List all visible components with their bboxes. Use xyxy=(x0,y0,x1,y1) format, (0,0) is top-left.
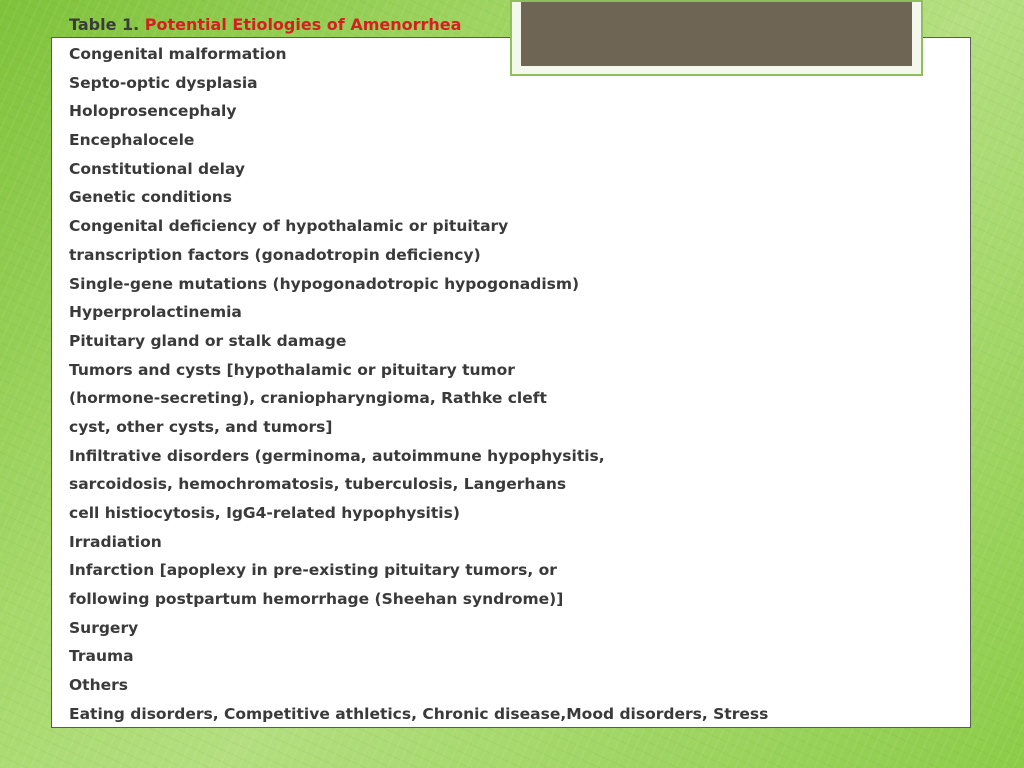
list-line: cyst, other cysts, and tumors] xyxy=(69,417,333,436)
list-line: Others xyxy=(69,676,129,695)
table-number: Table 1. xyxy=(69,15,140,34)
list-line: Hyperprolactinemia xyxy=(69,303,242,322)
list-line: Tumors and cysts [hypothalamic or pituitary tumor xyxy=(69,360,515,379)
list-line: (hormone-secreting), craniopharyngioma, Rathke cleft xyxy=(69,389,547,408)
list-line: Septo-optic dysplasia xyxy=(69,73,258,92)
list-line: Trauma xyxy=(69,647,134,666)
list-line: Eating disorders, Competitive athletics, Chronic disease,Mood disorders, Stress xyxy=(69,704,769,723)
list-line: sarcoidosis, hemochromatosis, tuberculosis, Langerhans xyxy=(69,475,567,494)
list-line: following postpartum hemorrhage (Sheehan syndrome)] xyxy=(69,590,564,609)
list-line: Congenital malformation xyxy=(69,45,287,63)
list-line: cell histiocytosis, IgG4-related hypophysitis) xyxy=(69,504,460,522)
etiology-list xyxy=(69,40,768,729)
slide-title xyxy=(69,14,461,36)
list-line: transcription factors (gonadotropin deficiency) xyxy=(69,245,481,264)
list-line: Infarction [apoplexy in pre-existing pituitary tumors, or xyxy=(69,561,557,580)
list-line: Infiltrative disorders (germinoma, autoimmune hypophysitis, xyxy=(69,446,605,465)
list-line: Holoprosencephaly xyxy=(69,102,237,121)
list-line: Single-gene mutations (hypogonadotropic hypogonadism) xyxy=(69,274,580,293)
list-line: Irradiation xyxy=(69,532,162,551)
list-line: Pituitary gland or stalk damage xyxy=(69,331,347,350)
list-line: Encephalocele xyxy=(69,131,195,150)
list-line: Congenital deficiency of hypothalamic or pituitary xyxy=(69,217,509,236)
list-line: Genetic conditions xyxy=(69,188,232,207)
table-heading: Potential Etiologies of Amenorrhea xyxy=(144,15,462,34)
list-line: Surgery xyxy=(69,618,139,637)
list-line: Constitutional delay xyxy=(69,159,246,178)
